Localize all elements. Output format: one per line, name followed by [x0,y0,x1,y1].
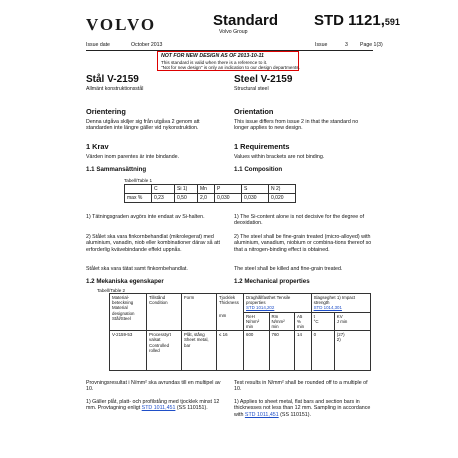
composition-heading: 1.1 Composition [234,166,283,173]
table-cell: P [215,185,242,194]
table-row [125,185,296,194]
table-cell [125,185,152,194]
table-cell: Mn [198,185,215,194]
table-cell: 0,23 [152,194,175,203]
impact-std-link[interactable]: STD 1014,301 [313,305,342,311]
kv-note: 2) [336,337,341,343]
table-row [110,294,371,313]
table-cell: 600 [244,331,270,371]
note2-en: 2) The steel shall be fine-grain treated (micro-alloyed) with aluminium, vanadium, niobium or combina-tions thereof so that a nitrogen-binding effect is obtained. [234,234,372,253]
rm-label: Rm [271,313,279,319]
table-cell: 14 [295,331,312,371]
test-note-sv [86,399,226,412]
t-label: t [313,313,315,319]
table-cell: Tillstånd Condition [147,294,182,331]
std-number-main: STD 1121, [314,12,385,29]
test-note-en-link[interactable]: STD 1011,451 [244,411,279,418]
table-cell: Plåt, stång Sheet metal, bar [182,331,217,371]
orientation-text: This issue differs from issue 2 in that the standard no longer applies to new design. [234,119,359,132]
table-cell: 0,030 [242,194,269,203]
a5-label: A5 [297,313,303,319]
table-cell: Tjocklek Thickness [217,294,244,313]
mekaniska-heading: 1.2 Mekaniska egenskaper [86,278,164,285]
killed-sv: Stålet ska vara tätat samt finkornbehandlat. [86,266,188,272]
table-cell: mm [217,312,244,331]
killed-en: The steel shall be killed and fine-grain treated. [234,266,343,272]
note1-en: 1) The Si-content alone is not decisive for the degree of deoxidation. [234,214,365,227]
table-cell [269,312,295,331]
rm-unit: N/mm² min [271,318,285,330]
std-number-suffix: 591 [384,17,400,27]
test-note-sv-text: 1) Gäller plåt, platt- och profilstång med tjocklek minst 12 mm. Provtagning enligt [86,399,220,412]
table-cell [311,312,334,331]
mechanical-heading: 1.2 Mechanical properties [234,278,310,285]
kv-label: KV [336,313,343,319]
test-results-en: Test results in N/mm² shall be rounded off to a multiple of 10. [234,380,368,393]
table-cell: Material-beteckning Material designation Stål/Steel [110,294,147,331]
table-cell [334,312,370,331]
note2-sv: 2) Stålet ska vara finkornbehandlat (mikrolegerat) med aluminium, vanadin, niob eller kombinationer därav så att erforderlig kvävebindande effekt uppnås. [86,234,220,253]
tensile-std-link[interactable]: STD 1014,202 [246,305,275,311]
sammansattning-heading: 1.1 Sammansättning [86,166,147,173]
table1-caption: Tabell/Table 1 [124,178,153,183]
orientering-heading: Orientering [86,107,126,116]
table-cell: 0,50 [175,194,198,203]
issue-number: 3 [345,42,348,48]
t-unit: °C [313,318,319,324]
reh-unit: N/mm² min [246,318,260,330]
title-sv: Stål V-2159 [86,74,139,85]
table-cell: Si 1) [175,185,198,194]
subtitle-sv: Allmänt konstruktionsstål [86,86,144,92]
volvo-logo: VOLVO [86,15,157,34]
table2-caption: Tabell/Table 2 [97,288,126,293]
a5-unit: % min [297,318,305,330]
issue-label: Issue [315,42,328,48]
orientering-text: Denna utgåva skiljer sig från utgåva 2 genom att standarden inte längre gäller vid nykonstruktion. [86,119,200,132]
table-cell: S [242,185,269,194]
table-cell: 0,020 [269,194,296,203]
table-cell [244,294,312,313]
tensile-label: Draghållfasthet Tensile properties [246,295,291,306]
requirements-heading: 1 Requirements [234,142,290,151]
table-cell: 760 [269,331,295,371]
subtitle-en: Structural steel [234,86,269,92]
mechanical-table [109,293,371,371]
table-cell: Processtyrt valsat Controlled rolled [147,331,182,371]
table-cell: C [152,185,175,194]
table-cell [244,312,270,331]
notice-title: NOT FOR NEW DESIGN AS OF 2013-10-11 [161,53,264,59]
notice-line2: "Not for new design" is only an indication to our design departments. [161,64,300,70]
table-row [110,331,371,371]
table-cell: 0 [311,331,334,371]
reh-label: ReH [246,313,255,319]
table-cell: V-2159-53 [110,331,147,371]
test-note-en [234,399,374,418]
table-cell: N 2) [269,185,296,194]
krav-heading: 1 Krav [86,142,109,151]
issue-date: October 2013 [131,42,163,48]
std-number [314,12,400,29]
page-number: Page 1(3) [360,42,383,48]
test-note-en-tail: (SS 110151). [280,411,311,418]
test-note-sv-tail: (SS 110151). [176,405,208,412]
orientation-heading: Orientation [234,107,274,116]
table-cell: 2,0 [198,194,215,203]
issue-date-label: Issue date [86,42,110,48]
table-cell: 0,030 [215,194,242,203]
table-cell: ≤ 16 [217,331,244,371]
table-row [125,194,296,203]
kv-value: (27) [336,332,345,338]
table-cell: Form [182,294,217,331]
table-cell [311,294,370,313]
requirements-text: Values within brackets are not binding. [234,154,325,160]
table-cell [295,312,312,331]
group-label: Volvo Group [219,29,248,35]
test-note-en-text: 1) Applies to sheet metal, flat bars and section bars in thicknesses not less than 12 mm. Sampling in accordance with [234,399,371,418]
impact-label: Slagseghet 1) Impact strength [313,295,356,306]
note1-sv: 1) Tätningsgraden avgörs inte endast av Si-halten. [86,214,205,220]
krav-text: Värden inom parentes är inte bindande. [86,154,180,160]
notice-line1: This standard is valid when there is a reference to it. [161,60,268,65]
not-for-new-design-notice [157,51,299,71]
title-en: Steel V-2159 [234,74,293,85]
standard-label: Standard [213,12,279,29]
table-cell [334,331,370,371]
composition-table [124,184,296,203]
kv-unit: J min [336,318,348,324]
test-note-sv-link[interactable]: STD 1011,451 [141,405,176,412]
table-cell: max % [125,194,152,203]
test-results-sv: Provningsresultat i N/mm² ska avrundas till en multipel av 10. [86,380,221,393]
